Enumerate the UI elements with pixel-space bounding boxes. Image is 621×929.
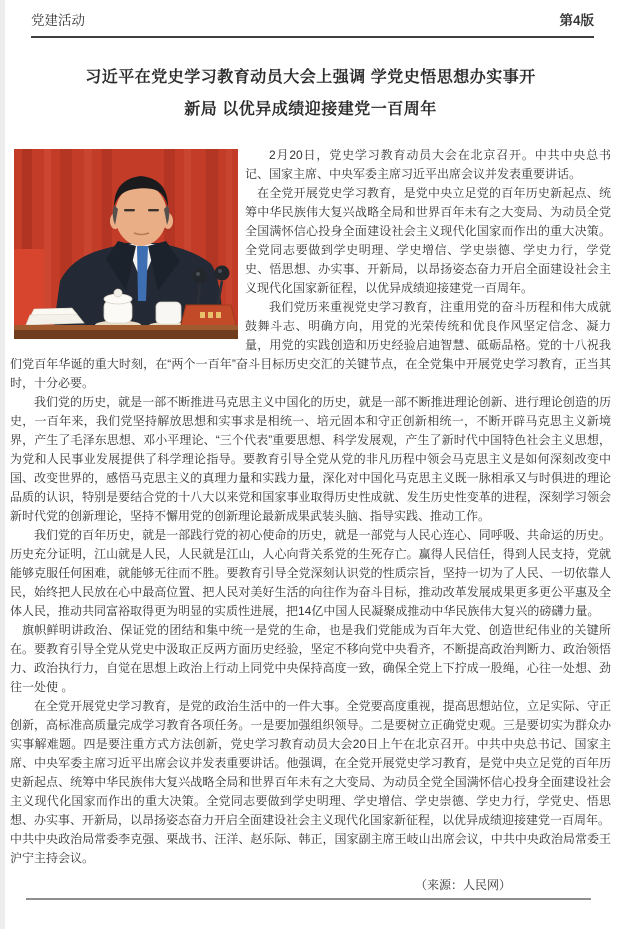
article-paragraph: 旗帜鲜明讲政治、保证党的团结和集中统一是党的生命，也是我们党能成为百年大党、创造世纪伟业的关键所在。要教育引导全党从党史中汲取正反两方面历史经验，坚定不移向党中央看齐，不断提高政治判断力、政治领悟力、政治执行力，自觉在思想上政治上行动上同党中央保持高度一致，确保全党上下拧成一股绳，心往一处想、劲往一处使 。	[10, 623, 611, 694]
article-paragraph: 2月20日，党史学习教育动员大会在北京召开。中共中央总书记、国家主席、中央军委主席习近平出席会议并发表重要讲话。	[245, 148, 611, 181]
source-attribution: （来源：人民网）	[414, 878, 511, 892]
page-left-edge	[0, 0, 5, 929]
desk	[14, 325, 238, 339]
article-paragraph: 在全党开展党史学习教育，是党中央立足党的百年历史新起点、统筹中华民族伟大复兴战略全局和世界百年未有之大变局、为动员全党全国满怀信心投身全面建设社会主义现代化国家而作出的重大决策。全党同志要做到学史明理、学史增信、学史崇德、学史力行，学党史、悟思想、办实事、开新局，以昂扬姿态奋力开启全面建设社会主义现代化国家新征程，以优异成绩迎接建党一百周年。	[245, 186, 611, 295]
xi-jinping-photo	[14, 149, 238, 339]
article-paragraph: 我们党的历史，就是一部不断推进马克思主义中国化的历史，就是一部不断推进理论创新、进行理论创造的历史，一百年来，我们党坚持解放思想和实事求是相统一、培元固本和守正创新相统一，不断开辟马克思主义新境界，产生了毛泽东思想、邓小平理论、“三个代表”重要思想、科学发展观，产生了新时代中国特色社会主义思想，为党和人民事业发展提供了科学理论指导。要教育引导全党从党的非凡历程中领会马克思主义是如何深刻改变中国、改变世界的，感悟马克思主义的真理力量和实践力量，深化对中国化马克思主义既一脉相承又与时俱进的理论品质的认识，特别是要结合党的十八大以来党和国家事业取得历史性成就、发生历史性变革的进程，深刻学习领会新时代党的创新理论，坚持不懈用党的创新理论最新成果武装头脑、指导实践、推动工作。	[10, 395, 611, 523]
article-paragraph: 我们党历来重视党史学习教育，注重用党的奋斗历程和伟大成就鼓舞斗志、明确方向，用党的光荣传统和优良作风坚定信念、凝力量，用党的实践创造和历史经验启迪智慧、砥砺品格。党的十八祝我们党百年华诞的重大时刻，在“两个一百年”奋斗目标历史交汇的关键节点，在全党集中开展党史学习教育，正当其时，十分必要。	[10, 300, 611, 390]
article-body	[10, 146, 611, 895]
headline-line-1: 习近平在党史学习教育动员大会上强调 学党史悟思想办实事开	[85, 69, 536, 86]
article-paragraph: 中共中央政治局常委李克强、栗战书、汪洋、赵乐际、韩正，国家副主席王岐山出席会议，中共中央政治局常委王沪宁主持会议。	[10, 832, 611, 865]
section-label: 党建活动	[31, 13, 85, 28]
headline-line-2: 新局 以优异成绩迎接建党一百周年	[184, 101, 437, 118]
page-header	[31, 12, 594, 38]
footer-rule	[26, 898, 591, 900]
xi-jinping-photo-illustration	[14, 149, 238, 339]
article-paragraph: 我们党的百年历史，就是一部践行党的初心使命的历史，就是一部党与人民心连心、同呼吸、共命运的历史。历史充分证明，江山就是人民，人民就是江山，人心向背关系党的生死存亡。赢得人民信任，得到人民支持，党就能够克服任何困难，就能够无往而不胜。要教育引导全党深刻认识党的性质宗旨，坚持一切为了人民、一切依靠人民，始终把人民放在心中最高位置、把人民对美好生活的向往作为奋斗目标，推动改革发展成果更多更公平惠及全体人民，推动共同富裕取得更为明显的实质性进展，把14亿中国人民凝聚成推动中华民族伟大复兴的磅礴力量。	[10, 528, 611, 618]
article-headline	[40, 62, 581, 126]
page-number: 第4版	[559, 13, 594, 28]
article-paragraph: 在全党开展党史学习教育，是党的政治生活中的一件大事。全党要高度重视，提高思想站位，立足实际、守正创新，高标准高质量完成学习教育各项任务。一是要加强组织领导。二是要树立正确党史观。三是要切实为群众办实事解难题。四是要注重方式方法创新，党史学习教育动员大会20日上午在北京召开。中共中央总书记、国家主席、中央军委主席习近平出席会议并发表重要讲话。他强调，在全党开展党史学习教育，是党中央立足党的百年历史新起点、统筹中华民族伟大复兴战略全局和世界百年未有之大变局、为动员全党全国满怀信心投身全面建设社会主义现代化国家而作出的重大决策。全党同志要做到学史明理、学史增信、学史崇德、学史力行，学党史、悟思想、办实事、开新局，以昂扬姿态奋力开启全面建设社会主义现代化国家新征程，以优异成绩迎接建党一百周年。	[10, 699, 611, 827]
